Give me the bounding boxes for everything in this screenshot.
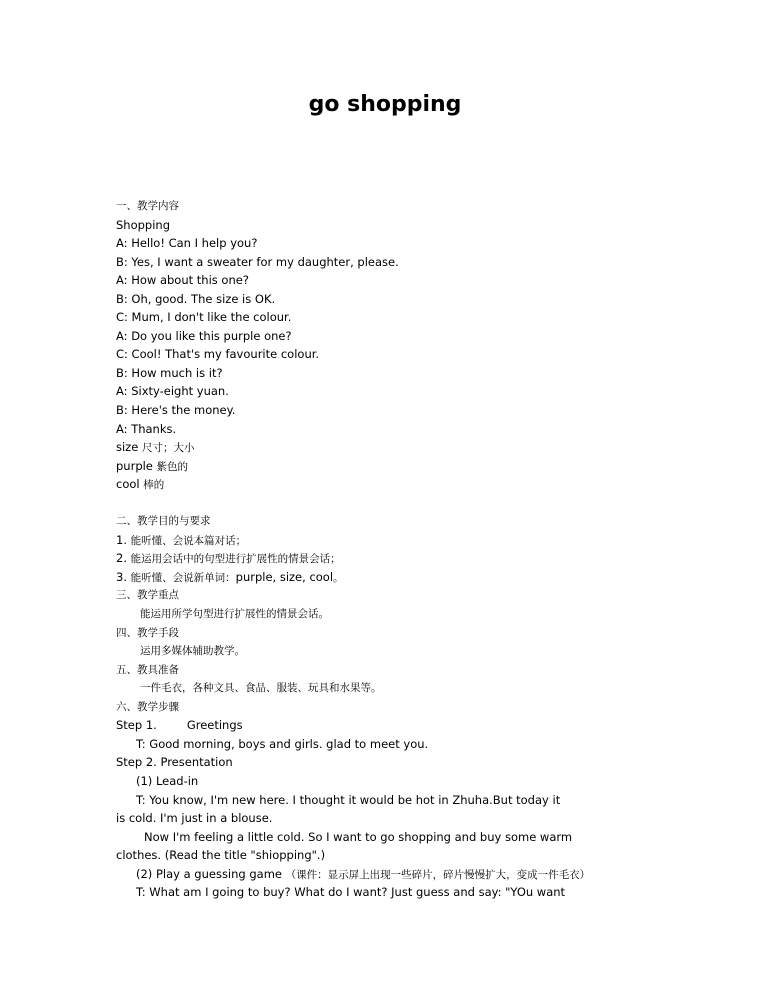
substep-heading <box>116 865 676 884</box>
dialogue-line: B: How much is it? <box>116 365 223 380</box>
dialogue-line: B: Yes, I want a sweater for my daughter, please. <box>116 254 399 269</box>
objective-text: 能听懂、会说新单词： <box>130 571 236 584</box>
dialogue-line: A: Sixty-eight yuan. <box>116 384 229 399</box>
substep-note: （课件：显示屏上出现一些碎片，碎片慢慢扩大，变成一件毛衣） <box>285 868 591 881</box>
substep-heading: (1) Lead-in <box>136 773 199 788</box>
section-heading-methods: 四、教学手段 <box>116 626 179 639</box>
dialogue-line: A: Do you like this purple one? <box>116 328 292 343</box>
vocab-item <box>116 438 676 457</box>
dialogue-line: B: Here's the money. <box>116 403 236 418</box>
vocab-word: purple <box>116 458 157 473</box>
step-title: Greetings <box>186 718 243 733</box>
dialogue-line: A: How about this one? <box>116 273 249 288</box>
vocab-word: cool <box>116 477 144 492</box>
objective-words: purple, size, cool <box>235 569 334 584</box>
objective-end: 。 <box>333 571 344 584</box>
step-heading <box>116 716 676 735</box>
methods-text: 运用多媒体辅助教学。 <box>140 645 245 658</box>
step-number: Step 1. <box>116 718 157 733</box>
objective-item <box>116 549 676 568</box>
dialogue-heading: Shopping <box>116 217 171 232</box>
focus-text: 能运用所学句型进行扩展性的情景会话。 <box>140 608 329 621</box>
vocab-item <box>116 475 676 494</box>
substep-title: (2) Play a guessing game <box>136 866 286 881</box>
section-heading-objectives: 二、教学目的与要求 <box>116 515 211 528</box>
vocab-meaning: 棒的 <box>143 479 165 492</box>
objective-text: 能运用会话中的句型进行扩展性的情景会话； <box>130 553 341 566</box>
objective-number: 3. <box>116 569 131 584</box>
teacher-line: T: What am I going to buy? What do I want? Just guess and say: "YOu want <box>136 885 566 900</box>
teacher-line: T: You know, I'm new here. I thought it would be hot in Zhuha.But today it <box>136 792 561 807</box>
section-heading-steps: 六、教学步骤 <box>116 700 179 713</box>
page-title: go shopping <box>308 92 462 117</box>
dialogue-line: B: Oh, good. The size is OK. <box>116 291 276 306</box>
objective-number: 2. <box>116 551 131 566</box>
vocab-meaning: 紫色的 <box>156 460 189 473</box>
dialogue-line: A: Hello! Can I help you? <box>116 236 258 251</box>
teacher-line: T: Good morning, boys and girls. glad to meet you. <box>136 736 429 751</box>
teacher-line-continued: clothes. (Read the title "shiopping".) <box>116 848 326 863</box>
dialogue-line: C: Cool! That's my favourite colour. <box>116 347 320 362</box>
materials-text: 一件毛衣，各种文具、食品、服装、玩具和水果等。 <box>140 682 382 695</box>
objective-number: 1. <box>116 532 131 547</box>
objective-item <box>116 531 676 550</box>
section-heading-focus: 三、教学重点 <box>116 589 179 602</box>
teacher-line: Now I'm feeling a little cold. So I want to go shopping and buy some warm <box>144 829 573 844</box>
objective-item <box>116 568 676 587</box>
vocab-word: size <box>116 440 142 455</box>
dialogue-line: A: Thanks. <box>116 421 177 436</box>
section-heading-materials: 五、教具准备 <box>116 663 179 676</box>
objective-text: 能听懂、会说本篇对话； <box>130 534 247 547</box>
vocab-item <box>116 457 676 476</box>
step-heading: Step 2. Presentation <box>116 755 233 770</box>
section-heading-content: 一、教学内容 <box>116 200 179 212</box>
document-body <box>116 197 676 902</box>
teacher-line-continued: is cold. I'm just in a blouse. <box>116 811 273 826</box>
dialogue-line: C: Mum, I don't like the colour. <box>116 310 292 325</box>
blank-line <box>116 494 676 513</box>
vocab-meaning: 尺寸；大小 <box>141 442 195 455</box>
